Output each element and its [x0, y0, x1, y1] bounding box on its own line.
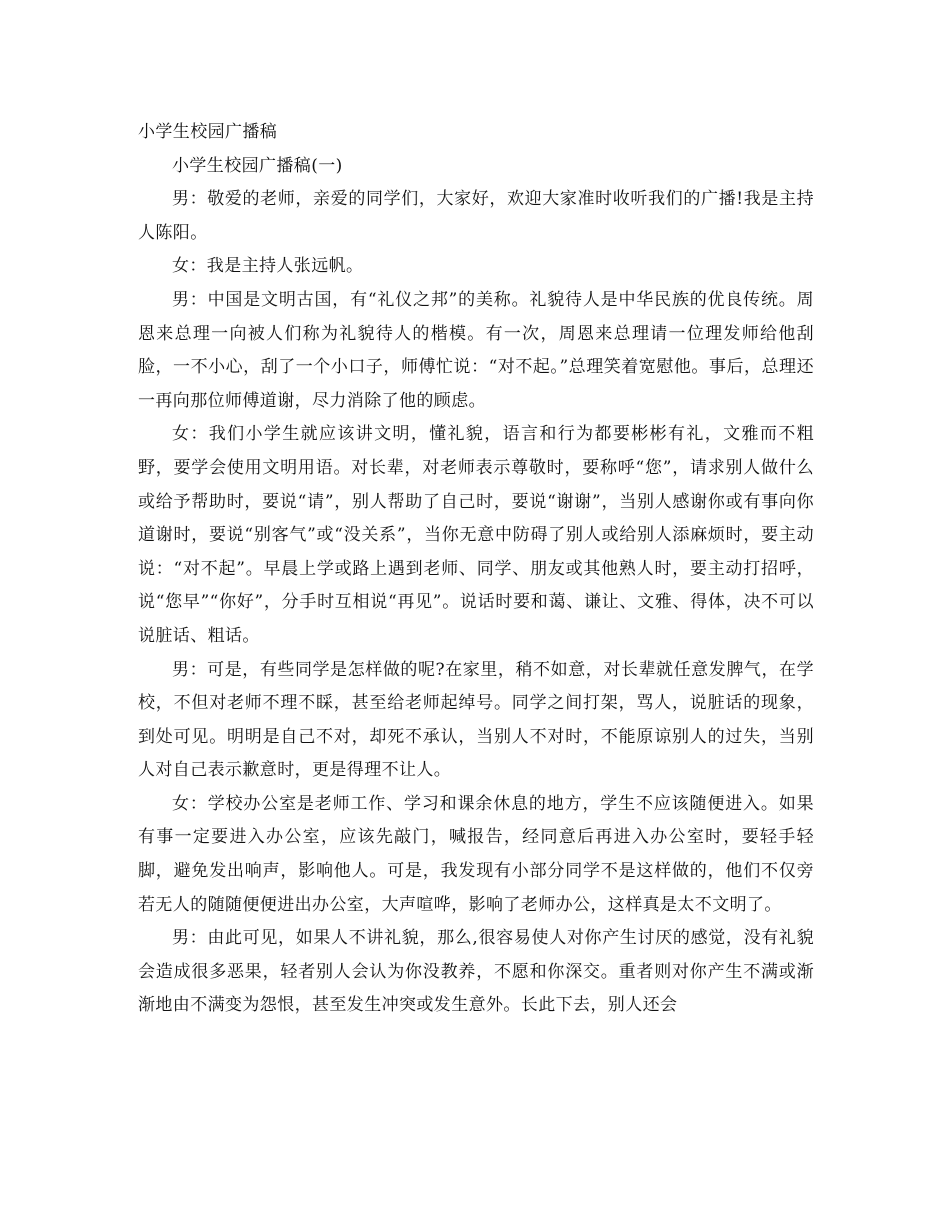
paragraph-female-polite-words: 女：我们小学生就应该讲文明，懂礼貌，语言和行为都要彬彬有礼，文雅而不粗野，要学会使用文明用语。对长辈，对老师表示尊敬时，要称呼“您”，请求别人做什么或给予帮助时，要说“请”，别人帮助了自己时，要说“谢谢”，当别人感谢你或有事向你道谢时，要说“别客气”或“没关系”，当你无意中防碍了别人或给别人添麻烦时，要主动说：“对不起”。早晨上学或路上遇到老师、同学、朋友或其他熟人时，要主动打招呼，说“您早”“你好”，分手时互相说“再见”。说话时要和蔼、谦让、文雅、得体，决不可以说脏话、粗话。 — [138, 424, 814, 646]
section-heading: 小学生校园广播稿(一) — [172, 155, 343, 176]
paragraph-male-intro: 男：敬爱的老师，亲爱的同学们，大家好，欢迎大家准时收听我们的广播!我是主持人陈阳。 — [138, 189, 814, 243]
document-body — [138, 116, 814, 1023]
document-title: 小学生校园广播稿 — [138, 122, 278, 142]
paragraph-female-intro: 女：我是主持人张远帆。 — [172, 256, 364, 277]
paragraph-female-office: 女：学校办公室是老师工作、学习和课余休息的地方，学生不应该随便进入。如果有事一定要进入办公室，应该先敲门，喊报告，经同意后再进入办公室时，要轻手轻脚，避免发出响声，影响他人。可是，我发现有小部分同学不是这样做的，他们不仅旁若无人的随随便便进出办公室，大声喧哗，影响了老师办公，这样真是太不文明了。 — [138, 793, 814, 915]
paragraph-male-bad-behavior: 男：可是，有些同学是怎样做的呢?在家里，稍不如意，对长辈就任意发脾气，在学校，不但对老师不理不睬，甚至给老师起绰号。同学之间打架，骂人，说脏话的现象，到处可见。明明是自己不对，却死不承认，当别人不对时，不能原谅别人的过失，当别人对自己表示歉意时，更是得理不让人。 — [138, 659, 814, 781]
paragraph-male-etiquette: 男：中国是文明古国，有“礼仪之邦”的美称。礼貌待人是中华民族的优良传统。周恩来总理一向被人们称为礼貌待人的楷模。有一次，周恩来总理请一位理发师给他刮脸，一不小心，刮了一个小口子，师傅忙说：“对不起。”总理笑着宽慰他。事后，总理还一再向那位师傅道谢，尽力消除了他的顾虑。 — [138, 289, 814, 411]
paragraph-male-consequences: 男：由此可见，如果人不讲礼貌，那么,很容易使人对你产生讨厌的感觉，没有礼貌会造成很多恶果，轻者别人会认为你没教养，不愿和你深交。重者则对你产生不满或渐渐地由不满变为怨恨，甚至发生冲突或发生意外。长此下去，别人还会 — [138, 928, 814, 1016]
